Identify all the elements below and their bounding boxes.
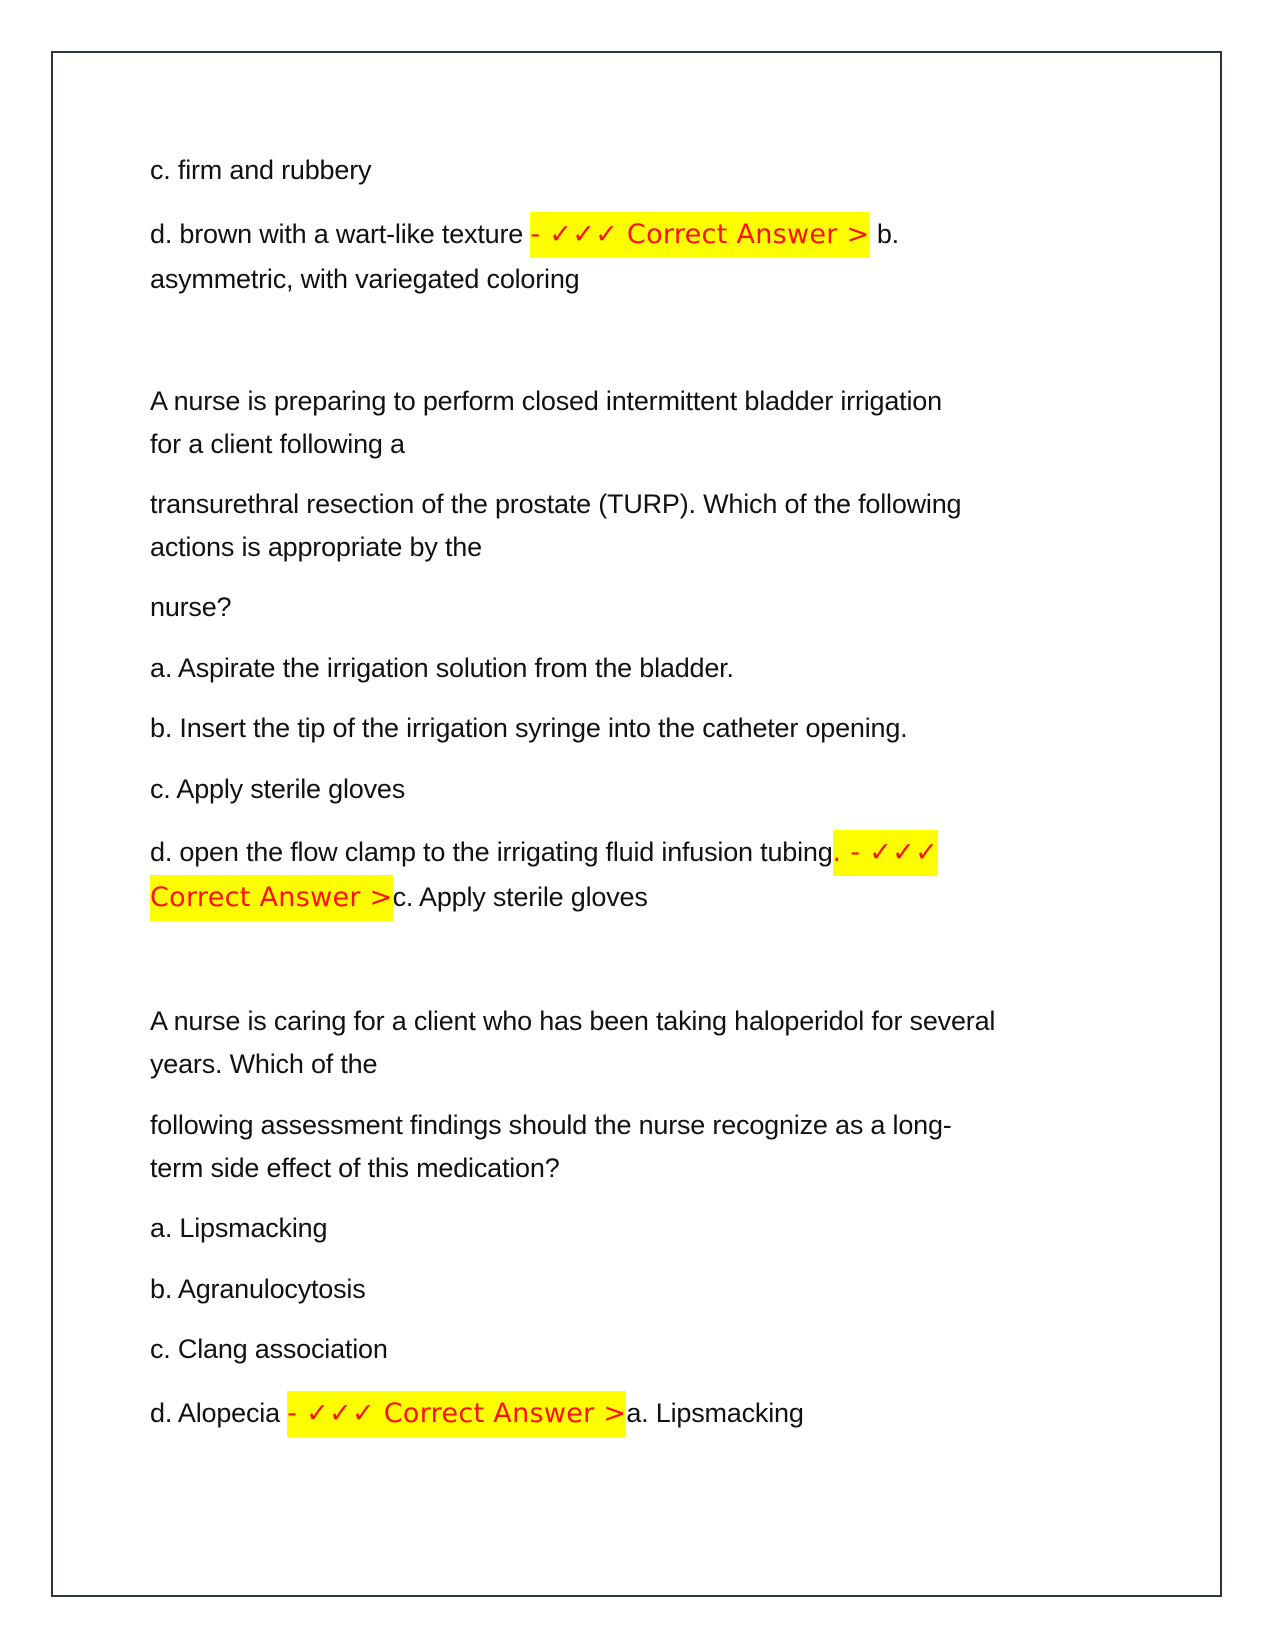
q3-option-d: d. Alopecia: [150, 1398, 288, 1428]
q1-option-c: c. firm and rubbery: [150, 155, 372, 185]
q1-option-d: d. brown with a wart-like texture: [150, 219, 531, 249]
q3-stem-line: following assessment findings should the nurse recognize as a long-: [150, 1110, 952, 1140]
q2-stem-line: transurethral resection of the prostate (TURP). Which of the following: [150, 489, 962, 519]
q3-stem-line: years. Which of the: [150, 1049, 378, 1079]
q2-answer: c. Apply sterile gloves: [392, 882, 648, 912]
correct-answer-marker: - ✓✓✓ Correct Answer >: [530, 212, 869, 258]
q1-option-d-line: [150, 212, 899, 256]
q3-stem-line: A nurse is caring for a client who has been taking haloperidol for several: [150, 1006, 996, 1036]
q2-answer-line: [150, 875, 648, 919]
q1-answer-part1: b.: [869, 219, 899, 249]
q2-stem-line: for a client following a: [150, 429, 405, 459]
q2-stem-line: actions is appropriate by the: [150, 532, 482, 562]
q2-stem-line: A nurse is preparing to perform closed intermittent bladder irrigation: [150, 386, 942, 416]
q2-stem-line: nurse?: [150, 592, 232, 622]
q2-option-d-line: [150, 830, 938, 874]
q2-option-c: c. Apply sterile gloves: [150, 774, 406, 804]
q2-option-d: d. open the flow clamp to the irrigating fluid infusion tubing: [150, 837, 833, 867]
correct-answer-marker: - ✓✓✓ Correct Answer >: [287, 1391, 626, 1437]
q1-answer-part2: asymmetric, with variegated coloring: [150, 264, 580, 294]
q3-option-d-line: [150, 1391, 804, 1435]
q3-option-a: a. Lipsmacking: [150, 1213, 328, 1243]
q2-option-b: b. Insert the tip of the irrigation syringe into the catheter opening.: [150, 713, 908, 743]
q3-option-b: b. Agranulocytosis: [150, 1274, 366, 1304]
q3-stem-line: term side effect of this medication?: [150, 1153, 560, 1183]
q3-answer: a. Lipsmacking: [626, 1398, 804, 1428]
q2-option-a: a. Aspirate the irrigation solution from the bladder.: [150, 653, 734, 683]
correct-answer-marker-cont: Correct Answer >: [150, 875, 393, 921]
correct-answer-marker: . - ✓✓✓: [833, 830, 938, 876]
q3-option-c: c. Clang association: [150, 1334, 388, 1364]
